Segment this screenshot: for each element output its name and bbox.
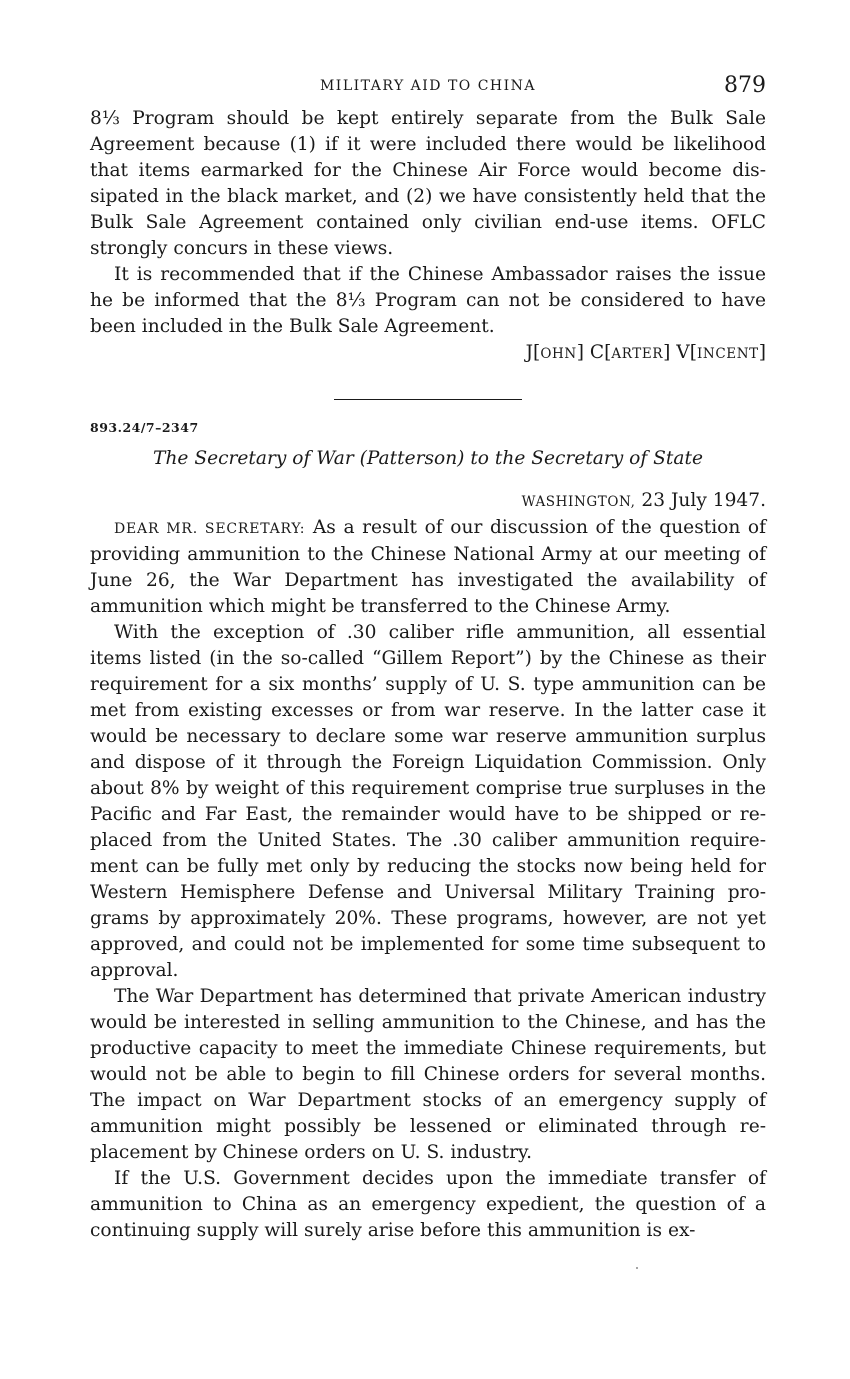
signature-incent: INCENT bbox=[696, 346, 759, 362]
letter-paragraph-1 bbox=[90, 515, 766, 620]
page-number: 879 bbox=[724, 73, 766, 98]
document-title: The Secretary of War (Patterson) to the Secretary of State bbox=[153, 448, 703, 469]
letter-paragraph-1-text: As a result of our discussion of the question of providing ammunition to the Chinese National Army at our meeting of June 26, the War Department has investigated the availability of ammunition which might be transferred to the Chinese Army. bbox=[90, 517, 767, 617]
file-number: 893.24/7–2347 bbox=[90, 420, 199, 435]
signature-ohn: OHN bbox=[540, 346, 577, 362]
signature-end: ] bbox=[758, 342, 766, 363]
letter-paragraph-2: With the exception of .30 caliber rifle ammunition, all essential items listed (in the so-called “Gillem Report”) by the Chinese as their requirement for a six months’ supply of U. S. type ammunition can be met from existing excesses or from war reserve. In the latter case it would be necessary to declare some war reserve ammunition surplus and dispose of it through the Foreign Liquidation Commission. Only about 8% by weight of this requirement comprise true surpluses in the Pacific and Far East, the remainder would have to be shipped or replaced from the United States. The .30 caliber ammunition requirement can be fully met only by reducing the stocks now being held for Western Hemisphere Defense and Universal Military Training programs by approximately 20%. These programs, however, are not yet approved, and could not be implemented for some time subsequent to approval. bbox=[90, 622, 766, 981]
signature-j: J[ bbox=[525, 342, 541, 363]
page bbox=[90, 70, 766, 1244]
letter-paragraph-4: If the U.S. Government decides upon the immediate transfer of ammunition to China as an emergency expedient, the question of a continuing supply will surely arise before this ammunition is ex- bbox=[90, 1168, 766, 1241]
running-head bbox=[90, 70, 766, 106]
dateline bbox=[90, 488, 766, 515]
continued-paragraph: 8⅓ Program should be kept entirely separate from the Bulk Sale Agreement because (1) if it were included there would be likelihood that items earmarked for the Chinese Air Force would become dissipated in the black market, and (2) we have consistently held that the Bulk Sale Agreement contained only civilian end-use items. OFLC strongly concurs in these views. bbox=[90, 108, 766, 259]
dateline-place: WASHINGTON, bbox=[521, 494, 636, 510]
letter-paragraph-3: The War Department has determined that private American industry would be interested in selling ammunition to the Chinese, and has the productive capacity to meet the immediate Chinese requirements, but would not be able to begin to fill Chinese orders for several months. The impact on War Department stocks of an emergency supply of ammunition might possibly be lessened or eliminated through replacement by Chinese orders on U. S. industry. bbox=[90, 986, 766, 1163]
recommendation-paragraph: It is recommended that if the Chinese Ambassador raises the issue he be informed that the 8⅓ Program can not be considered to have been included in the Bulk Sale Agreement. bbox=[90, 264, 766, 337]
running-title: MILITARY AID TO CHINA bbox=[319, 78, 537, 94]
signature-arter: ARTER bbox=[611, 346, 664, 362]
signature-c: ] C[ bbox=[576, 342, 612, 363]
scan-speck bbox=[636, 1267, 638, 1269]
dateline-date: 23 July 1947. bbox=[635, 490, 766, 511]
signature-v: ] V[ bbox=[663, 342, 697, 363]
signature bbox=[90, 340, 766, 367]
salutation: DEAR MR. SECRETARY: bbox=[114, 521, 306, 537]
section-divider bbox=[334, 399, 522, 400]
